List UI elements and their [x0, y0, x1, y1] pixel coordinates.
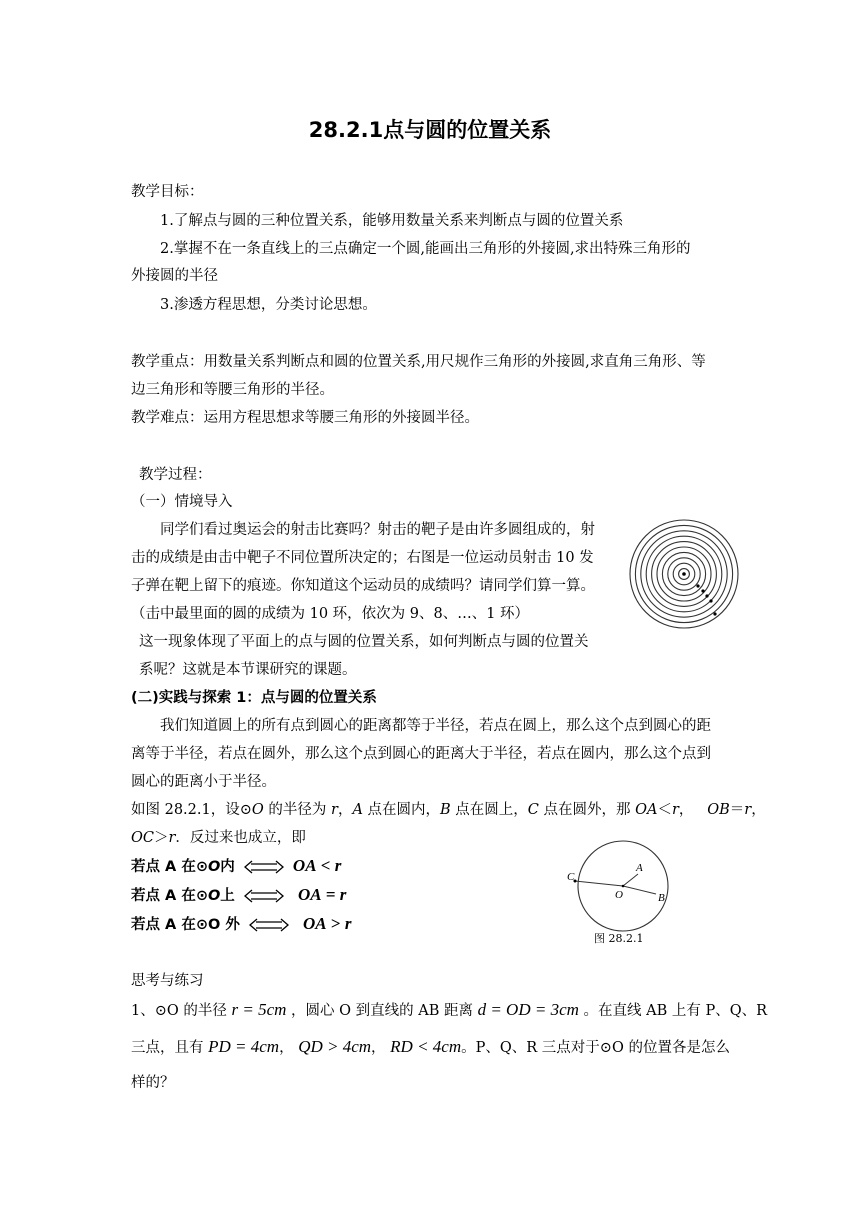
difficult-point: 教学难点：运用方程思想求等腰三角形的外接圆半径。: [131, 410, 479, 426]
key-point-line-1: 教学重点：用数量关系判断点和圆的位置关系,用尺规作三角形的外接圆,求直角三角形、等: [131, 354, 706, 370]
intro-line-1: 同学们看过奥运会的射击比赛吗？射击的靶子是由许多圆组成的，射: [160, 522, 595, 538]
intro-line-4: （击中最里面的圆的成绩为 10 环，依次为 9、8、…、1 环）: [131, 606, 530, 622]
figure-caption: 图 28.2.1: [594, 932, 644, 945]
relation-on: 若点 A 在⊙O上 OA = r: [131, 885, 347, 904]
intro-line-6: 系呢？这就是本节课研究的课题。: [139, 662, 357, 678]
objective-item-2-cont: 外接圆的半径: [131, 268, 218, 284]
intro-line-2: 击的成绩是由击中靶子不同位置所决定的；右图是一位运动员射击 10 发: [131, 550, 594, 566]
equivalence-arrow-icon: [244, 860, 284, 874]
objectives-heading: 教学目标：: [131, 184, 204, 200]
figure-description-line-2: OC＞r．反过来也成立，即: [131, 830, 306, 846]
label-b: B: [658, 892, 665, 904]
objective-item-1: 1.了解点与圆的三种位置关系，能够用数量关系来判断点与圆的位置关系: [160, 213, 624, 229]
page-title: 28.2.1点与圆的位置关系: [308, 118, 552, 142]
objective-item-3: 3.渗透方程思想，分类讨论思想。: [160, 297, 377, 313]
objective-item-2: 2.掌握不在一条直线上的三点确定一个圆,能画出三角形的外接圆,求出特殊三角形的: [160, 241, 691, 257]
label-c: C: [567, 871, 575, 883]
intro-line-3: 子弹在靶上留下的痕迹。你知道这个运动员的成绩吗？请同学们算一算。: [131, 578, 595, 594]
practice-line-2: 三点，且有 PD = 4cm， QD > 4cm， RD < 4cm。P、Q、R 三点对于⊙O 的位置各是怎么: [131, 1037, 730, 1056]
section-1-heading: （一）情境导入: [131, 494, 233, 510]
intro-line-5: 这一现象体现了平面上的点与圆的位置关系，如何判断点与圆的位置关: [139, 634, 589, 650]
label-o: O: [615, 889, 623, 901]
explore-line-2: 离等于半径，若点在圆外，那么这个点到圆心的距离大于半径，若点在圆内，那么这个点到: [131, 746, 711, 762]
explore-line-1: 我们知道圆上的所有点到圆心的距离都等于半径，若点在圆上，那么这个点到圆心的距: [160, 718, 711, 734]
relation-outside: 若点 A 在⊙O 外 OA > r: [131, 914, 352, 933]
equivalence-arrow-icon: [249, 918, 289, 932]
figure-description-line-1: 如图 28.2.1，设⊙O 的半径为 r，A 点在圆内，B 点在圆上，C 点在圆外，那 OA＜r， OB＝r，: [131, 802, 766, 818]
section-2-heading: (二)实践与探索 1：点与圆的位置关系: [131, 690, 377, 706]
equivalence-arrow-icon: [244, 889, 284, 903]
key-point-line-2: 边三角形和等腰三角形的半径。: [131, 382, 334, 398]
practice-line-1: 1、⊙O 的半径 r = 5cm ，圆心 O 到直线的 AB 距离 d = OD = 3cm 。在直线 AB 上有 P、Q、R: [131, 1000, 768, 1019]
process-heading: 教学过程：: [139, 467, 212, 483]
shooting-target-figure: [628, 518, 740, 630]
practice-heading: 思考与练习: [131, 973, 204, 989]
relation-inside: 若点 A 在⊙O内 OA < r: [131, 856, 342, 875]
practice-line-3: 样的？: [131, 1075, 175, 1091]
label-a: A: [636, 862, 643, 874]
explore-line-3: 圆心的距离小于半径。: [131, 774, 276, 790]
